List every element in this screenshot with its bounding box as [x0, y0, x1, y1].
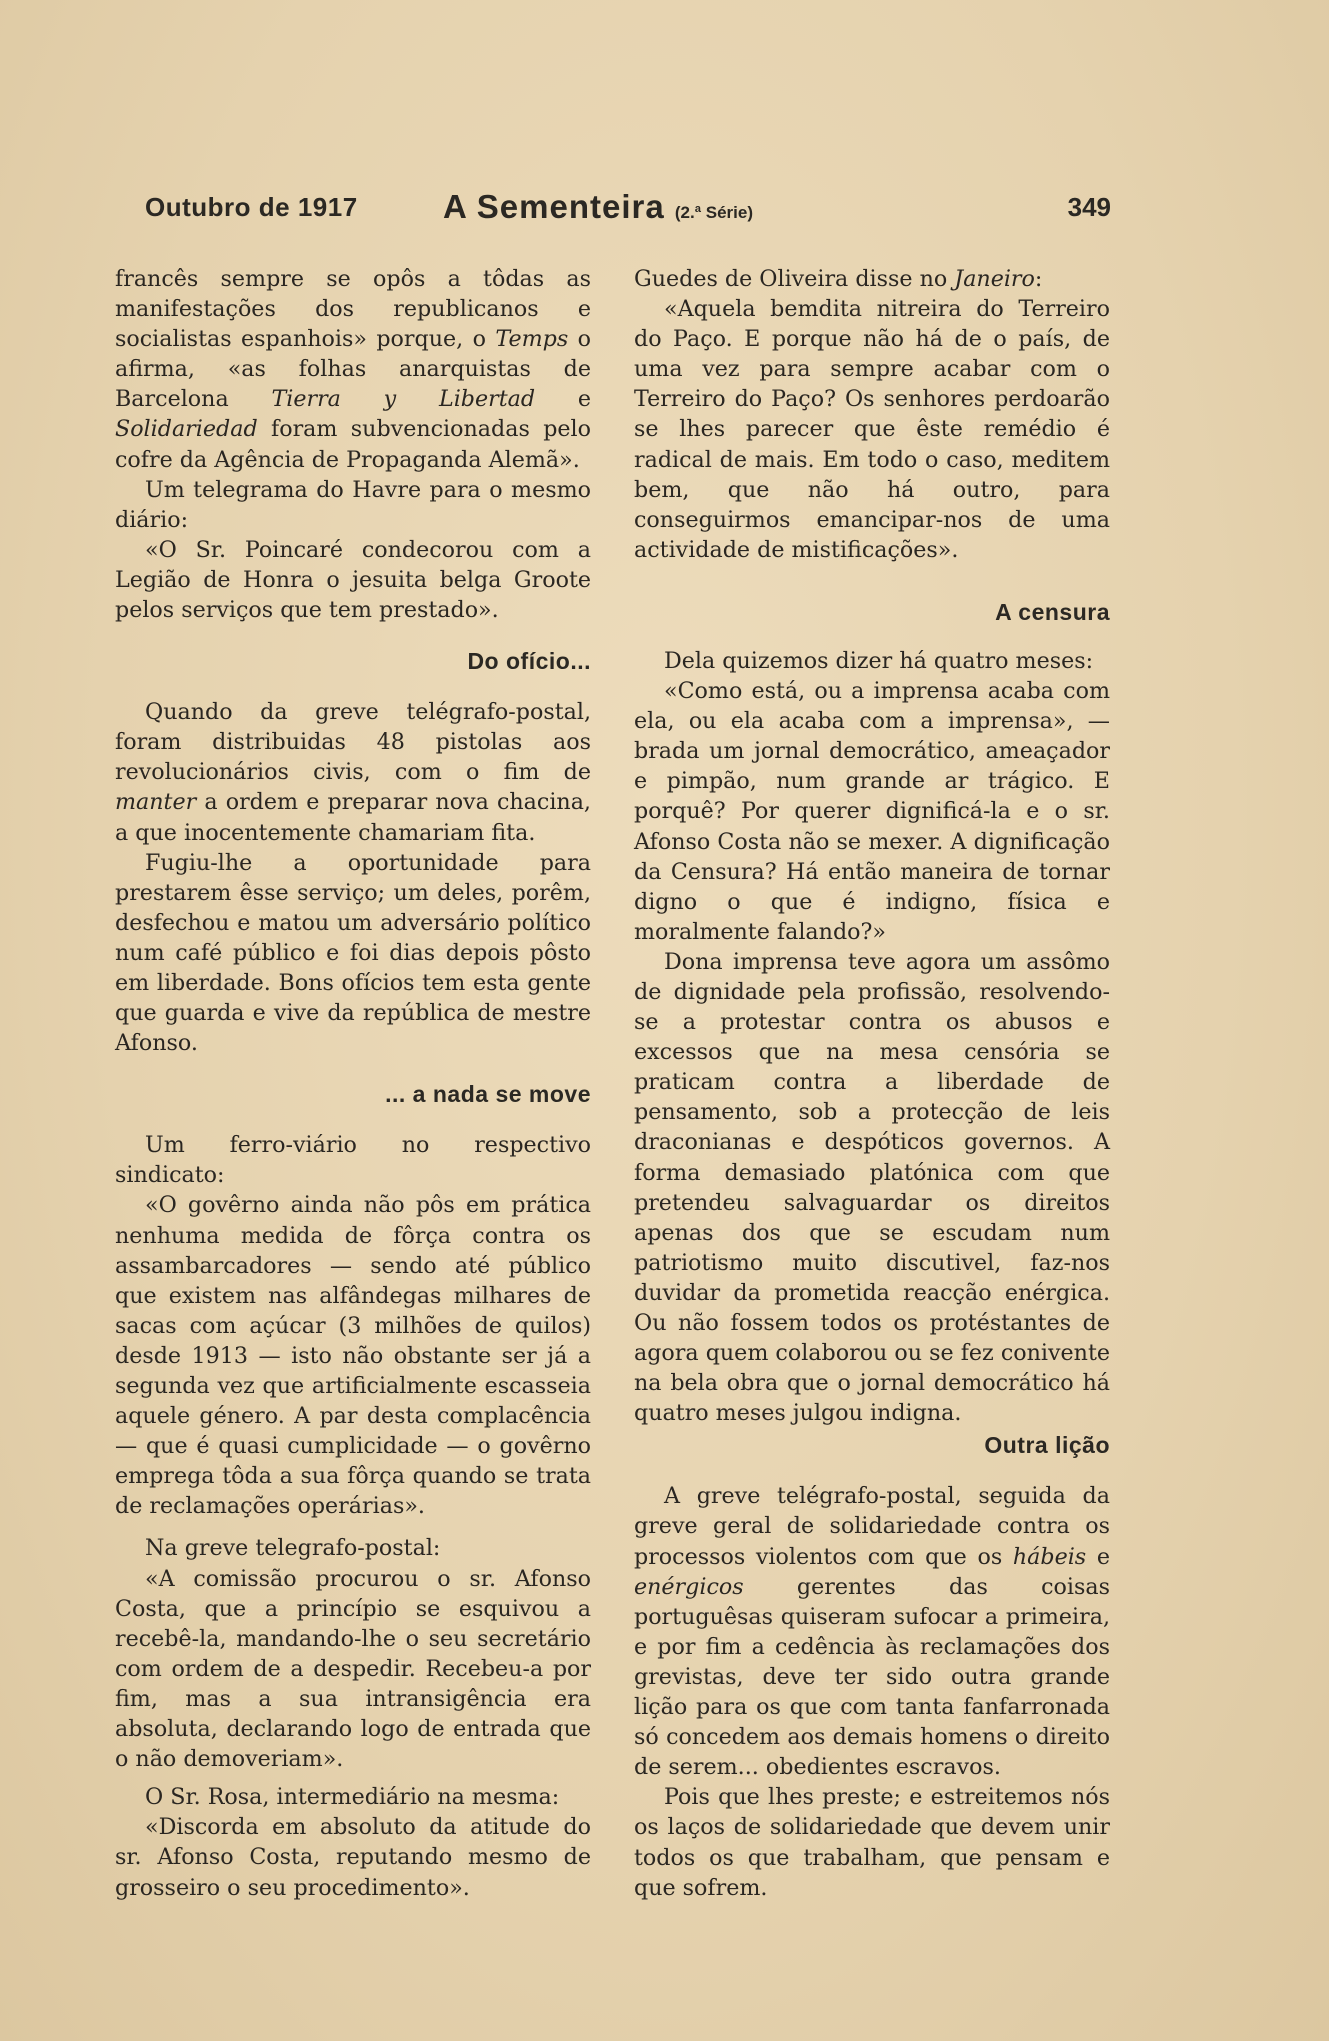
paragraph: Um ferro-viário no respectivo sindicato: [115, 1132, 591, 1189]
paragraph: Quando da greve telégrafo-postal, foram distribuidas 48 pistolas aos revolucionários civis, com o fim de manter a ordem e preparar nova chacina, a que inocentemente chamariam fita. [115, 699, 591, 846]
series-label: (2.ª Série) [674, 203, 753, 222]
paragraph: O Sr. Rosa, intermediário na mesma: [145, 1784, 560, 1811]
paragraph: «Discorda em absoluto da atitude do sr. Afonso Costa, reputando mesmo de grosseiro o seu procedimento». [115, 1814, 591, 1901]
paragraph: Fugiu-lhe a oportunidade para prestarem êsse serviço; um deles, porêm, desfechou e matou um adversário político num café público e foi dias depois pôsto em liberdade. Bons ofícios tem esta gente que guarda e vive da república de mestre Afonso. [115, 849, 591, 1057]
paragraph: francês sempre se opôs a tôdas as manifestações dos republicanos e socialistas espanhois» porque, o Temps o afirma, «as folhas anarquistas de Barcelona Tierra y Libertad e Solidariedad foram subvencionadas pelo cofre da Agência de Propaganda Alemã». [115, 266, 591, 473]
paragraph: Um telegrama do Havre para o mesmo diário: [115, 476, 591, 533]
page-number: 349 [1067, 192, 1111, 222]
right-column [634, 264, 1110, 1903]
paragraph: Dela quizemos dizer há quatro meses: [664, 647, 1094, 674]
paragraph: «A comissão procurou o sr. Afonso Costa, que a princípio se esquivou a recebê-la, mandando-lhe o seu secretário com ordem de a despedir. Recebeu-a por fim, mas a sua intransigência era absoluta, declarando logo de entrada que o não demoveriam». [115, 1565, 591, 1773]
paragraph: Na greve telegrafo-postal: [145, 1535, 441, 1562]
issue-date: Outubro de 1917 [145, 192, 358, 222]
paragraph: «Como está, ou a imprensa acaba com ela, ou ela acaba com a imprensa», — brada um jornal democrático, ameaçador e pimpão, num grande ar trágico. E porquê? Por querer dignificá-la e o sr. Afonso Costa não se mexer. A dignificação da Censura? Há então maneira de tornar digno o que é indigno, física e moralmente falando?» [634, 678, 1110, 945]
section-heading: Do ofício... [467, 648, 591, 675]
paragraph: Dona imprensa teve agora um assômo de dignidade pela profissão, resolvendo-se a protestar contra os abusos e excessos que na mesa censória se praticam contra a liberdade de pensamento, sob a protecção de leis draconianas e despóticos governos. A forma demasiado platónica com que pretendeu salvaguardar os direitos apenas dos que se escudam num patriotismo muito discutivel, faz-nos duvidar da prometida reacção enérgica. Ou não fossem todos os protéstantes de agora quem colaborou ou se fez conivente na bela obra que o jornal democrático há quatro meses julgou indigna. [634, 948, 1110, 1427]
paragraph: Guedes de Oliveira disse no Janeiro: [634, 266, 1043, 292]
journal-title [443, 188, 753, 226]
section-heading: ... a nada se move [385, 1081, 591, 1108]
paragraph: «Aquela bemdita nitreira do Terreiro do Paço. E porque não há de o país, de uma vez para sempre acabar com o Terreiro do Paço? Os senhores perdoarão se lhes parecer que êste remédio é radical de mais. Em todo o caso, meditem bem, que não há outro, para conseguirmos emancipar-nos de uma actividade de mistificações». [634, 296, 1110, 563]
journal-name: A Sementeira [443, 188, 665, 225]
page-header [145, 188, 1115, 228]
left-column [115, 264, 591, 1903]
section-heading: A censura [995, 598, 1110, 625]
paragraph: «O Sr. Poincaré condecorou com a Legião de Honra o jesuita belga Groote pelos serviços que tem prestado». [115, 536, 591, 624]
paragraph: «O govêrno ainda não pôs em prática nenhuma medida de fôrça contra os assambarcadores — sendo até público que existem nas alfândegas milhares de sacas com açúcar (3 milhões de quilos) desde 1913 — isto não obstante ser já a segunda vez que artificialmente escasseia aquele género. A par desta complacência — que é quasi cumplicidade — o govêrno emprega tôda a sua fôrça quando se trata de reclamações operárias». [115, 1192, 591, 1520]
paragraph: Pois que lhes preste; e estreitemos nós os laços de solidariedade que devem unir todos os que trabalham, que pensam e que sofrem. [634, 1784, 1110, 1901]
section-heading: Outra lição [984, 1432, 1110, 1459]
paragraph: A greve telégrafo-postal, seguida da greve geral de solidariedade contra os processos violentos com que os hábeis e enérgicos gerentes das coisas portuguêsas quiseram sufocar a primeira, e por fim a cedência às reclamações dos grevistas, deve ter sido outra grande lição para os que com tanta fanfarronada só concedem aos demais homens o direito de serem... obedientes escravos. [634, 1483, 1110, 1781]
